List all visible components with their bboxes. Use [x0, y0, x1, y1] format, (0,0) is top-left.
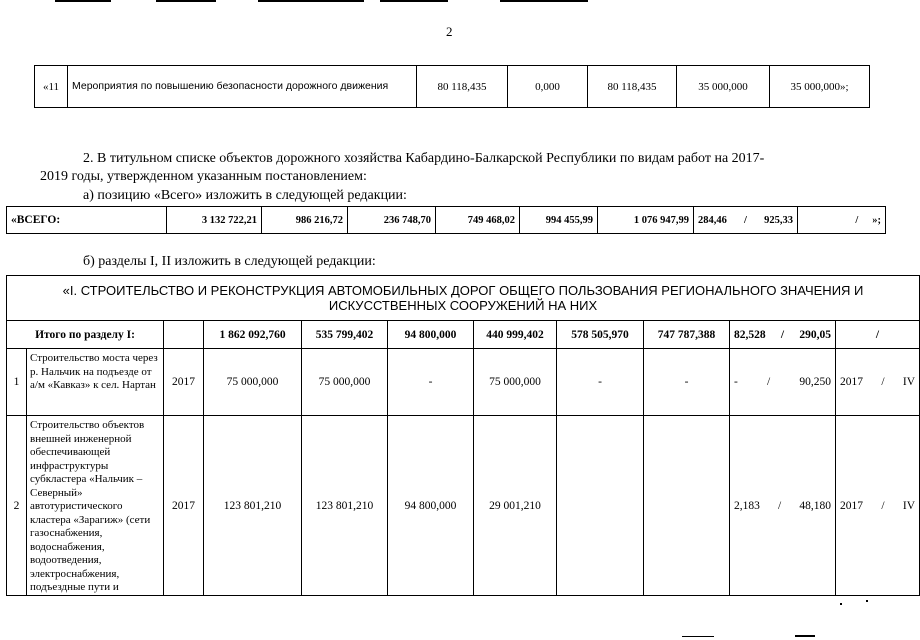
paragraph-a: а) позицию «Всего» изложить в следующей редакции: — [83, 188, 407, 203]
measure-name: Мероприятия по повышению безопасности дорожного движения — [68, 66, 417, 108]
ratio-slash: / — [778, 499, 782, 512]
value-cell: 0,000 — [508, 66, 588, 108]
table-row — [7, 349, 920, 416]
measures-table — [34, 65, 870, 108]
value-cell: 29 001,210 — [474, 416, 557, 596]
value-cell: 986 216,72 — [262, 207, 348, 234]
ratio-slash: / — [767, 376, 771, 388]
completion-slash: / — [881, 499, 885, 512]
end-cell: / — [836, 321, 920, 349]
empty-cell — [164, 321, 204, 349]
completion-year: 2017 — [840, 499, 863, 512]
value-cell: 94 800,000 — [388, 321, 474, 349]
object-name: Строительство объектов внешней инженерной обеспечивающей инфраструктуры субкластера «Нальчик – Северный» автотуристического кластера «Зарагиж» (сети газоснабжения, водоснабжения, водоотведения, электроснабжения, подъездные пути и — [30, 419, 151, 593]
page-number: 2 — [446, 24, 453, 39]
value-cell: 1 076 947,99 — [598, 207, 694, 234]
ratio-cell — [694, 207, 798, 234]
value-cell: 75 000,000 — [302, 349, 388, 416]
ratio-slash: / — [780, 328, 785, 341]
end-mark: »; — [872, 214, 881, 226]
completion-quarter: IV — [902, 499, 916, 512]
value-cell: 749 468,02 — [436, 207, 520, 234]
ratio-right: 925,33 — [764, 214, 793, 226]
table-row — [7, 276, 920, 321]
total-label: «ВСЕГО: — [7, 207, 167, 234]
value-cell: 440 999,402 — [474, 321, 557, 349]
value-cell: 75 000,000 — [474, 349, 557, 416]
paragraph-2-line-1: 2. В титульном списке объектов дорожного хозяйства Кабардино-Балкарской Республики по видам работ на 2017- — [83, 151, 765, 166]
year-cell: 2017 — [164, 416, 204, 596]
completion-year: 2017 — [840, 376, 863, 388]
value-cell: 35 000,000 — [677, 66, 770, 108]
ratio-right: 290,05 — [799, 328, 831, 341]
scan-edge-line — [156, 0, 216, 2]
completion-quarter: IV — [902, 376, 916, 388]
section-table — [6, 275, 920, 596]
table-row — [7, 416, 920, 596]
object-name-cell — [27, 416, 164, 596]
value-cell: - — [557, 349, 644, 416]
value-cell — [644, 416, 730, 596]
value-cell: 578 505,970 — [557, 321, 644, 349]
scan-edge-line — [500, 0, 588, 2]
ratio-slash: / — [744, 214, 747, 226]
row-number: 2 — [7, 416, 27, 596]
completion-slash: / — [881, 376, 885, 388]
completion-cell — [836, 349, 920, 416]
value-cell: 3 132 722,21 — [167, 207, 262, 234]
object-name: Строительство моста через р. Нальчик на подъезде от а/м «Кавказ» к сел. Нартан — [27, 349, 164, 416]
ratio-right: 48,180 — [799, 499, 831, 512]
value-cell — [557, 416, 644, 596]
value-cell: 535 799,402 — [302, 321, 388, 349]
value-cell: 236 748,70 — [348, 207, 436, 234]
scan-edge-line — [682, 636, 714, 637]
value-cell: - — [388, 349, 474, 416]
ratio-cell — [730, 349, 836, 416]
value-cell: 35 000,000»; — [770, 66, 870, 108]
total-table — [6, 206, 886, 234]
ratio-right: 90,250 — [799, 376, 831, 388]
value-cell: 80 118,435 — [417, 66, 508, 108]
value-cell: 94 800,000 — [388, 416, 474, 596]
ratio-left: - — [734, 376, 738, 388]
value-cell: 80 118,435 — [588, 66, 677, 108]
value-cell: 123 801,210 — [204, 416, 302, 596]
value-cell: 123 801,210 — [302, 416, 388, 596]
scan-edge-line — [258, 0, 364, 2]
paragraph-2-line-2: 2019 годы, утвержденном указанным постановлением: — [40, 169, 367, 184]
section-title: «I. СТРОИТЕЛЬСТВО И РЕКОНСТРУКЦИЯ АВТОМОБИЛЬНЫХ ДОРОГ ОБЩЕГО ПОЛЬЗОВАНИЯ РЕГИОНАЛЬНОГО ЗНАЧЕНИЯ И ИСКУССТВЕННЫХ СООРУЖЕНИЙ НА НИХ — [7, 276, 920, 321]
table-row — [7, 207, 886, 234]
scan-speck — [840, 603, 842, 605]
value-cell: 1 862 092,760 — [204, 321, 302, 349]
row-number: «11 — [35, 66, 68, 108]
table-row — [7, 321, 920, 349]
row-number: 1 — [7, 349, 27, 416]
scan-speck — [866, 600, 868, 602]
completion-cell — [836, 416, 920, 596]
year-cell: 2017 — [164, 349, 204, 416]
ratio-cell — [730, 321, 836, 349]
section-total-label: Итого по разделу I: — [7, 321, 164, 349]
value-cell: 994 455,99 — [520, 207, 598, 234]
value-cell: 75 000,000 — [204, 349, 302, 416]
ratio-left: 82,528 — [734, 328, 766, 341]
paragraph-b: б) разделы I, II изложить в следующей редакции: — [83, 254, 376, 269]
scan-edge-line — [55, 0, 111, 2]
end-cell — [798, 207, 886, 234]
ratio-cell — [730, 416, 836, 596]
value-cell: - — [644, 349, 730, 416]
scan-edge-line — [380, 0, 448, 2]
value-cell: 747 787,388 — [644, 321, 730, 349]
table-row — [35, 66, 870, 108]
end-slash: / — [855, 214, 859, 226]
ratio-left: 284,46 — [698, 214, 727, 226]
ratio-left: 2,183 — [734, 499, 760, 512]
scan-edge-line — [795, 635, 815, 637]
